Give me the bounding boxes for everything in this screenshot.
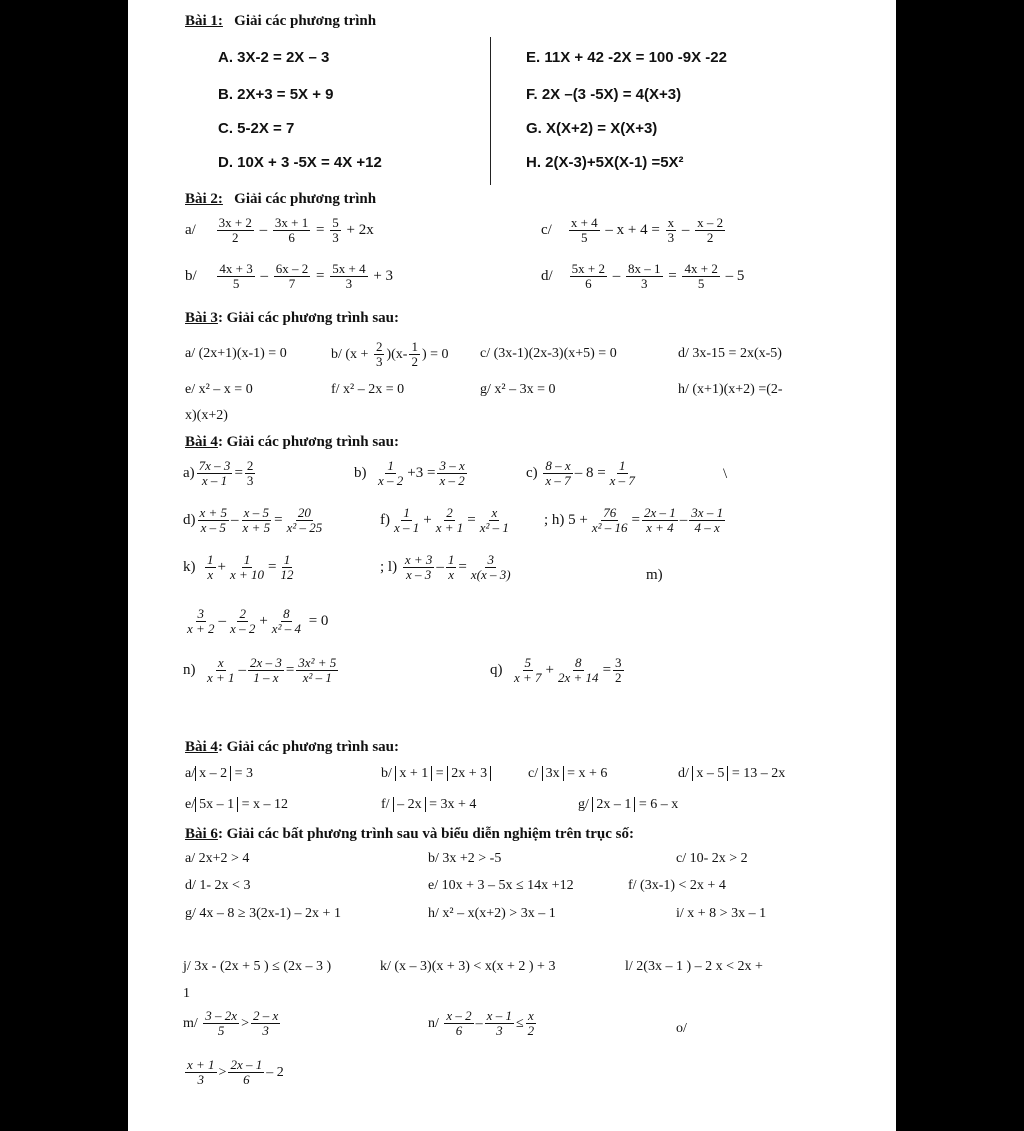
- denominator: x – 2: [439, 473, 465, 489]
- denominator: x² – 25: [286, 520, 323, 536]
- denominator: x² – 1: [479, 520, 509, 536]
- denominator: 5: [232, 276, 240, 292]
- abs-expr: 2x – 1: [592, 797, 635, 812]
- bai3-eq-f: f/ x² – 2x = 0: [331, 382, 405, 397]
- bai6-item-a: a/ 2x+2 > 4: [185, 851, 250, 866]
- denominator: x + 1: [435, 520, 464, 536]
- denominator: x: [207, 567, 214, 583]
- bai3-subtitle: : Giải các phương trình sau:: [217, 310, 400, 326]
- operator: >: [218, 1065, 227, 1081]
- denominator: x + 5: [242, 520, 271, 536]
- bai6-item-n: [428, 1009, 538, 1039]
- abs-expr: – 2x: [393, 797, 426, 812]
- numerator: 1: [619, 458, 626, 473]
- bai3-eq-a: a/ (2x+1)(x-1) = 0: [185, 346, 287, 361]
- numerator: 1: [207, 552, 214, 567]
- numerator: 1: [243, 552, 251, 567]
- denominator: x + 10: [229, 567, 265, 583]
- bai6-item-m: [183, 1009, 282, 1039]
- operator: =: [467, 512, 476, 529]
- bai1-item-h: H. 2(X-3)+5X(X-1) =5X²: [526, 154, 684, 171]
- operator: +3 =: [407, 465, 436, 482]
- operator: =: [668, 268, 677, 285]
- numerator: 1: [283, 552, 291, 567]
- bai6-item-e: e/ 10x + 3 – 5x ≤ 14x +12: [428, 878, 574, 893]
- denominator: x² – 4: [271, 621, 301, 637]
- denominator: 3: [667, 230, 675, 246]
- bai3-eq-b: [331, 340, 449, 370]
- numerator: 2x – 1: [230, 1057, 263, 1072]
- denominator: x – 2: [230, 621, 256, 637]
- bai4a-eq-n: [183, 656, 340, 686]
- numerator: 5x + 2: [571, 261, 606, 276]
- operator: =: [458, 559, 467, 576]
- denominator: 3: [496, 1023, 503, 1039]
- column-divider: [490, 37, 491, 185]
- text: )(x-: [386, 347, 408, 363]
- label: d/: [678, 766, 689, 781]
- operator: –: [231, 512, 239, 529]
- denominator: x – 5: [200, 520, 226, 536]
- numerator: 3x + 2: [218, 215, 252, 230]
- numerator: 4x + 2: [684, 261, 718, 276]
- bai4b-eq-b: [381, 766, 491, 781]
- denominator: 2: [615, 670, 622, 686]
- numerator: x + 3: [404, 552, 433, 567]
- text: = 13 – 2x: [731, 766, 786, 781]
- bai6-heading: [185, 827, 634, 842]
- abs-expr: x – 2: [195, 766, 231, 781]
- denominator: 5: [217, 1023, 225, 1039]
- denominator: x – 1: [394, 520, 420, 536]
- operator: =: [602, 662, 612, 679]
- operator: – 5: [725, 268, 745, 285]
- numerator: 20: [297, 505, 311, 520]
- label: b/: [381, 766, 392, 781]
- label: b): [354, 465, 367, 482]
- label: c/: [528, 766, 539, 781]
- numerator: 2: [446, 505, 453, 520]
- denominator: 12: [280, 567, 294, 583]
- bai4a-eq-m: [183, 607, 328, 637]
- numerator: 3: [615, 655, 622, 670]
- bai6-item-g: g/ 4x – 8 ≥ 3(2x-1) – 2x + 1: [185, 906, 341, 921]
- bai4a-eq-m-label: m): [646, 567, 663, 583]
- bai2-eq-c: [541, 216, 727, 246]
- operator: = 0: [308, 613, 329, 630]
- text: = 3x + 4: [429, 797, 477, 812]
- operator: + 3: [373, 268, 394, 285]
- bai2-eq-a: [185, 216, 374, 246]
- numerator: x + 1: [187, 1057, 215, 1072]
- label: q): [490, 662, 503, 679]
- bai6-item-j: j/ 3x - (2x + 5 ) ≤ (2x – 3 ): [183, 959, 332, 974]
- bai2-heading: [185, 192, 376, 207]
- operator: – 8 =: [574, 465, 606, 482]
- operator: =: [316, 268, 325, 285]
- numerator: x + 4: [570, 215, 598, 230]
- denominator: x – 7: [609, 473, 635, 489]
- bai4a-subtitle: : Giải các phương trình sau:: [217, 434, 400, 450]
- operator: =: [435, 766, 444, 781]
- numerator: 76: [603, 505, 617, 520]
- label: m/: [183, 1016, 198, 1032]
- numerator: 8: [575, 655, 582, 670]
- bai3-title: Bài 3: [185, 310, 218, 326]
- operator: +: [259, 613, 268, 630]
- numerator: 6x – 2: [275, 261, 309, 276]
- numerator: 5x + 4: [332, 261, 366, 276]
- denominator: 6: [585, 276, 592, 292]
- denominator: x + 7: [514, 670, 542, 686]
- numerator: x – 2: [697, 215, 724, 230]
- numerator: x – 5: [243, 505, 269, 520]
- label: a/: [185, 222, 196, 239]
- numerator: x + 5: [199, 505, 228, 520]
- operator: >: [241, 1016, 249, 1032]
- numerator: 3x + 1: [274, 215, 309, 230]
- stray-mark: \: [723, 466, 728, 482]
- numerator: x: [667, 215, 675, 230]
- numerator: 2x – 3: [250, 655, 282, 670]
- bai1-item-g: G. X(X+2) = X(X+3): [526, 120, 658, 137]
- operator: –: [679, 512, 688, 529]
- label: e/: [185, 797, 196, 812]
- abs-expr: 3x: [542, 766, 564, 781]
- denominator: 4 – x: [694, 520, 720, 536]
- bai3-eq-h: h/ (x+1)(x+2) =(2-: [678, 382, 783, 397]
- operator: =: [234, 465, 243, 482]
- label: b/: [185, 268, 197, 285]
- denominator: 1 – x: [253, 670, 279, 686]
- denominator: x(x – 3): [470, 567, 511, 583]
- bai4b-eq-f: [381, 797, 476, 812]
- label: k): [183, 559, 196, 576]
- bai3-eq-h-cont: x)(x+2): [185, 408, 228, 423]
- bai3-eq-g: g/ x² – 3x = 0: [480, 382, 556, 397]
- label: ; h) 5 +: [544, 512, 588, 529]
- denominator: 2x + 14: [558, 670, 599, 686]
- bai6-item-b: b/ 3x +2 > -5: [428, 851, 502, 866]
- bai6-item-i: i/ x + 8 > 3x – 1: [676, 906, 767, 921]
- bai4a-title: Bài 4: [185, 434, 218, 450]
- text: ) = 0: [421, 347, 449, 363]
- denominator: 2: [527, 1023, 535, 1039]
- numerator: 2x – 1: [644, 505, 676, 520]
- bai4a-eq-a: [183, 459, 257, 489]
- bai6-item-l: l/ 2(3x – 1 ) – 2 x < 2x +: [625, 959, 763, 974]
- denominator: 5: [581, 230, 588, 246]
- numerator: 3: [487, 552, 494, 567]
- numerator: 2: [239, 606, 246, 621]
- numerator: 8: [283, 606, 290, 621]
- operator: +: [545, 662, 555, 679]
- numerator: 1: [403, 505, 410, 520]
- denominator: x: [448, 567, 455, 583]
- denominator: 6: [243, 1072, 250, 1088]
- label: n): [183, 662, 196, 679]
- numerator: 3: [197, 606, 205, 621]
- bai4a-eq-q: [490, 656, 626, 686]
- denominator: 3: [262, 1023, 269, 1039]
- numerator: x – 1: [486, 1008, 512, 1023]
- numerator: x: [528, 1008, 534, 1023]
- numerator: 2: [375, 339, 383, 354]
- bai4a-eq-f: [380, 506, 513, 536]
- bai6-item-o-label: o/: [676, 1021, 687, 1036]
- bai4a-eq-k: [183, 553, 297, 583]
- bai4a-eq-d: [183, 506, 326, 536]
- text: = x – 12: [241, 797, 289, 812]
- bai2-subtitle: Giải các phương trình: [234, 191, 377, 207]
- bai4a-eq-b: [354, 459, 469, 489]
- operator: –: [238, 662, 247, 679]
- label: n/: [428, 1016, 439, 1032]
- text: = 6 – x: [638, 797, 679, 812]
- bai1-item-f: F. 2X –(3 -5X) = 4(X+3): [526, 86, 682, 103]
- denominator: 7: [288, 276, 296, 292]
- bai4b-subtitle: : Giải các phương trình sau:: [217, 739, 400, 755]
- denominator: x² – 1: [302, 670, 332, 686]
- operator: + 2x: [346, 222, 374, 239]
- operator: – 2: [266, 1065, 284, 1081]
- bai4b-eq-d: [678, 766, 785, 781]
- operator: –: [218, 613, 227, 630]
- label: g/: [578, 797, 589, 812]
- denominator: x + 2: [187, 621, 215, 637]
- bai6-item-d: d/ 1- 2x < 3: [185, 878, 251, 893]
- bai1-subtitle: Giải các phương trình: [234, 13, 377, 29]
- operator: –: [259, 222, 268, 239]
- denominator: 5: [697, 276, 705, 292]
- label: ; l): [380, 559, 398, 576]
- operator: =: [316, 222, 325, 239]
- operator: +: [423, 512, 432, 529]
- bai4b-eq-e: [185, 797, 288, 812]
- numerator: x – 2: [446, 1008, 472, 1023]
- bai4b-eq-g: [578, 797, 678, 812]
- numerator: 5: [524, 655, 532, 670]
- bai1-item-e: E. 11X + 42 -2X = 100 -9X -22: [526, 49, 727, 66]
- label: d/: [541, 268, 553, 285]
- label: c/: [541, 222, 552, 239]
- bai4b-title: Bài 4: [185, 739, 218, 755]
- bai1-heading: [185, 14, 376, 29]
- operator: –: [436, 559, 444, 576]
- operator: ≤: [515, 1016, 524, 1032]
- bai6-item-c: c/ 10- 2x > 2: [676, 851, 748, 866]
- bai1-item-d: D. 10X + 3 -5X = 4X +12: [218, 154, 382, 171]
- numerator: 2 – x: [252, 1008, 279, 1023]
- numerator: 1: [387, 458, 394, 473]
- numerator: 2: [246, 458, 254, 473]
- denominator: x – 2: [378, 473, 404, 489]
- numerator: 3x² + 5: [298, 655, 337, 670]
- denominator: 2: [706, 230, 714, 246]
- denominator: x – 1: [201, 473, 228, 489]
- label: d): [183, 512, 196, 529]
- label: a): [183, 465, 195, 482]
- abs-expr: 5x – 1: [195, 797, 238, 812]
- bai6-subtitle: : Giải các bất phương trình sau và biểu diễn nghiệm trên trục số:: [217, 826, 635, 842]
- operator: –: [260, 268, 269, 285]
- denominator: x – 3: [405, 567, 432, 583]
- abs-expr: 2x + 3: [447, 766, 491, 781]
- operator: +: [217, 559, 226, 576]
- numerator: 8x – 1: [628, 261, 661, 276]
- denominator: 3: [197, 1072, 205, 1088]
- bai6-item-k: k/ (x – 3)(x + 3) < x(x + 2 ) + 3: [380, 959, 556, 974]
- numerator: 1: [447, 552, 455, 567]
- bai6-item-f: f/ (3x-1) < 2x + 4: [628, 878, 726, 893]
- label: f/: [381, 797, 390, 812]
- operator: – x + 4 =: [605, 222, 660, 239]
- bai4b-eq-c: [528, 766, 607, 781]
- bai3-eq-d: d/ 3x-15 = 2x(x-5): [678, 346, 782, 361]
- abs-expr: x + 1: [395, 766, 432, 781]
- bai4a-eq-c: [526, 459, 639, 489]
- bai1-item-c: C. 5-2X = 7: [218, 120, 295, 137]
- bai6-item-l-cont: 1: [183, 986, 190, 1001]
- worksheet-page: [128, 0, 896, 1131]
- bai2-eq-d: [541, 262, 744, 292]
- bai2-title: Bài 2:: [185, 191, 223, 207]
- denominator: 3: [375, 354, 383, 370]
- operator: =: [285, 662, 295, 679]
- bai3-eq-c: c/ (3x-1)(2x-3)(x+5) = 0: [480, 346, 617, 361]
- denominator: 3: [332, 230, 339, 246]
- text: = 3: [234, 766, 254, 781]
- operator: =: [631, 512, 641, 529]
- operator: –: [681, 222, 690, 239]
- bai6-item-h: h/ x² – x(x+2) > 3x – 1: [428, 906, 556, 921]
- bai1-item-a: A. 3X-2 = 2X – 3: [218, 49, 330, 66]
- denominator: 2: [232, 230, 239, 246]
- operator: =: [268, 559, 277, 576]
- operator: =: [274, 512, 283, 529]
- bai4a-eq-l: [380, 553, 515, 583]
- bai1-item-b: B. 2X+3 = 5X + 9: [218, 86, 334, 103]
- bai1-title: Bài 1:: [185, 13, 223, 29]
- bai2-eq-b: [185, 262, 393, 292]
- numerator: x: [491, 505, 498, 520]
- abs-expr: x – 5: [692, 766, 728, 781]
- numerator: 5: [332, 215, 339, 230]
- label: c): [526, 465, 538, 482]
- denominator: 6: [455, 1023, 463, 1039]
- denominator: x² – 16: [591, 520, 628, 536]
- bai6-title: Bài 6: [185, 826, 218, 842]
- text: b/ (x +: [331, 347, 369, 363]
- bai4b-heading: [185, 740, 399, 755]
- denominator: 3: [641, 276, 648, 292]
- denominator: x + 4: [646, 520, 674, 536]
- numerator: 3x – 1: [691, 505, 724, 520]
- numerator: 4x + 3: [219, 261, 253, 276]
- bai3-heading: [185, 311, 399, 326]
- numerator: 8 – x: [545, 458, 571, 473]
- numerator: 1: [411, 339, 418, 354]
- label: f): [380, 512, 390, 529]
- label: a/: [185, 766, 196, 781]
- text: = x + 6: [567, 766, 608, 781]
- numerator: 3 – x: [439, 458, 465, 473]
- bai4b-eq-a: [185, 766, 253, 781]
- numerator: 3 – 2x: [205, 1008, 238, 1023]
- denominator: 3: [345, 276, 353, 292]
- denominator: x + 1: [207, 670, 235, 686]
- numerator: 7x – 3: [198, 458, 231, 473]
- operator: –: [612, 268, 621, 285]
- denominator: x – 7: [545, 473, 571, 489]
- denominator: 2: [411, 354, 418, 370]
- denominator: 3: [246, 473, 254, 489]
- operator: –: [475, 1016, 483, 1032]
- bai3-eq-e: e/ x² – x = 0: [185, 382, 253, 397]
- bai4a-eq-h: [544, 506, 727, 536]
- numerator: x: [217, 655, 224, 670]
- bai4a-heading: [185, 435, 399, 450]
- denominator: 6: [288, 230, 295, 246]
- bai6-item-o: [183, 1058, 284, 1088]
